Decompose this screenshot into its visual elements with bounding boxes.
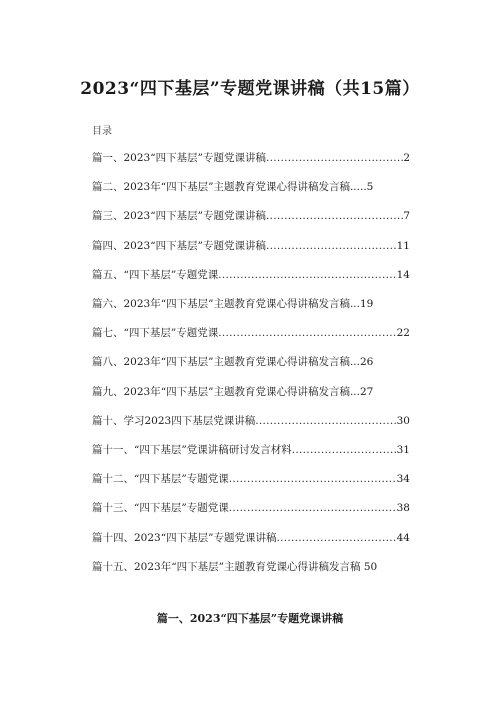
- document-title: 2023“四下基层”专题党课讲稿（共15篇）: [80, 79, 420, 99]
- toc-entry-tail: ...: [349, 298, 360, 310]
- toc-page-number: 11: [396, 240, 410, 252]
- toc-dot-leader: [218, 326, 396, 340]
- toc-entry-title: 篇三、2023“四下基层”专题党课讲稿: [92, 210, 266, 222]
- toc-entry[interactable]: [92, 326, 410, 340]
- toc-dot-leader: [266, 239, 397, 253]
- toc-page-number: 44: [396, 532, 410, 544]
- toc-entry[interactable]: [92, 560, 377, 574]
- toc-page-number: 26: [359, 356, 374, 368]
- toc-page-number: 31: [396, 444, 410, 456]
- toc-dot-leader: [276, 531, 396, 545]
- toc-page-number: 38: [396, 502, 410, 514]
- toc-entry[interactable]: [92, 414, 410, 428]
- toc-page-number: 34: [396, 473, 410, 485]
- toc-page-number: 19: [359, 298, 374, 310]
- toc-entry[interactable]: [92, 151, 410, 165]
- toc-dot-leader: [229, 501, 397, 515]
- toc-entry[interactable]: [92, 180, 373, 194]
- toc-entry[interactable]: [92, 239, 410, 253]
- toc-entry-title: 篇二、2023年“四下基层”主题教育党课心得讲稿发言稿: [92, 181, 350, 193]
- toc-dot-leader: [266, 151, 403, 165]
- toc-entry-title: 篇四、2023“四下基层”专题党课讲稿: [92, 240, 266, 252]
- section-title: 篇一、2023“四下基层”专题党课讲稿: [156, 612, 344, 625]
- toc-entry-title: 篇十一、“四下基层”党课讲稿研讨发言材料: [92, 444, 292, 456]
- toc-dot-leader: [218, 268, 396, 282]
- toc-page-number: 7: [403, 210, 410, 222]
- toc-page-number: 2: [403, 152, 410, 164]
- toc-entry-tail: ...: [349, 386, 360, 398]
- toc-entry[interactable]: [92, 297, 373, 311]
- toc-entry-title: 篇十、学习2023四下基层党课讲稿: [92, 415, 256, 427]
- toc-entry-title: 篇十四、2023“四下基层”专题党课讲稿: [92, 532, 277, 544]
- toc-entry-title: 篇十二、“四下基层”专题党课: [92, 473, 229, 485]
- toc-entry-title: 篇十五、2023年“四下基层”主题教育党课心得讲稿发言稿: [92, 561, 361, 573]
- toc-entry[interactable]: [92, 501, 410, 515]
- toc-dot-leader: [255, 414, 396, 428]
- toc-entry[interactable]: [92, 472, 410, 486]
- toc-entry-title: 篇七、“四下基层”专题党课: [92, 327, 219, 339]
- toc-entry[interactable]: [92, 355, 373, 369]
- toc-entry[interactable]: [92, 385, 373, 399]
- toc-dot-leader: [266, 209, 403, 223]
- toc-page-number: 27: [359, 386, 374, 398]
- toc-heading: 目录: [92, 126, 112, 137]
- toc-entry-title: 篇九、2023年“四下基层”主题教育党课心得讲稿发言稿: [92, 386, 350, 398]
- toc-dot-leader: [229, 472, 397, 486]
- toc-entry-title: 篇六、2023年“四下基层”主题教育党课心得讲稿发言稿: [92, 298, 350, 310]
- toc-entry-title: 篇十三、“四下基层”专题党课: [92, 502, 229, 514]
- toc-page-number: 22: [396, 327, 410, 339]
- toc-entry[interactable]: [92, 531, 410, 545]
- toc-entry-title: 篇一、2023“四下基层”专题党课讲稿: [92, 152, 266, 164]
- toc-page-number: 50: [363, 561, 378, 573]
- toc-entry[interactable]: [92, 443, 410, 457]
- toc-entry-title: 篇八、2023年“四下基层”主题教育党课心得讲稿发言稿: [92, 356, 350, 368]
- toc-entry[interactable]: [92, 209, 410, 223]
- toc-dot-leader: [292, 443, 397, 457]
- toc-entry-tail: .....: [349, 181, 367, 193]
- toc-page-number: 5: [366, 181, 374, 193]
- toc-page-number: 14: [396, 269, 410, 281]
- toc-entry-tail: ...: [349, 356, 360, 368]
- toc-entry[interactable]: [92, 268, 410, 282]
- toc-entry-title: 篇五、“四下基层”专题党课: [92, 269, 219, 281]
- toc-page-number: 30: [396, 415, 410, 427]
